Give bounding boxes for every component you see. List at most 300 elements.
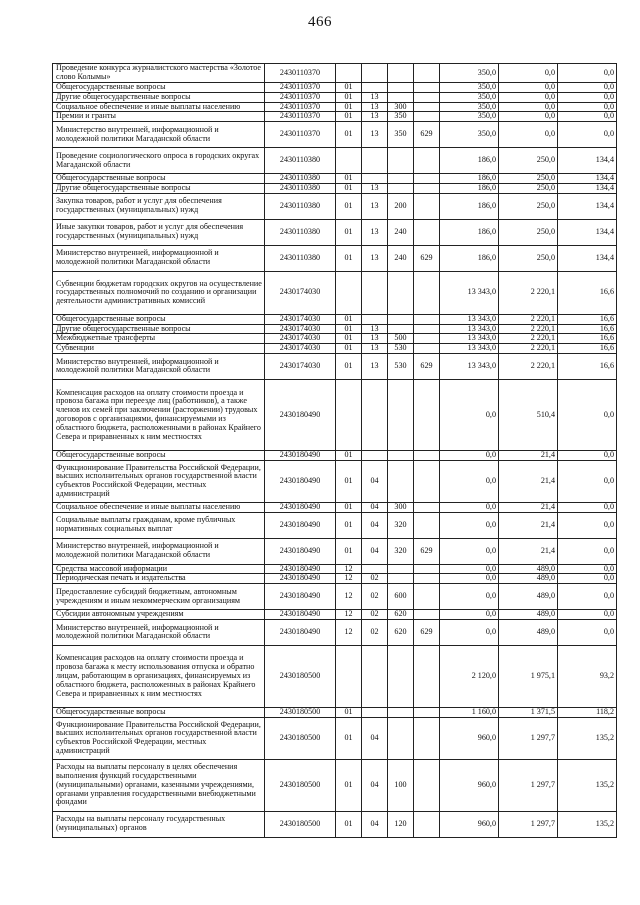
row-expense-type xyxy=(388,564,414,574)
row-target-code: 2430180490 xyxy=(265,512,336,538)
row-administrator-code xyxy=(414,344,440,354)
row-section: 12 xyxy=(336,574,362,584)
row-target-code: 2430180500 xyxy=(265,811,336,837)
row-administrator-code xyxy=(414,379,440,450)
table-row xyxy=(53,707,617,717)
row-name: Средства массовой информации xyxy=(53,564,265,574)
table-row xyxy=(53,193,617,219)
row-percent: 0,0 xyxy=(558,122,617,148)
row-subsection: 04 xyxy=(362,811,388,837)
row-administrator-code xyxy=(414,717,440,759)
row-target-code: 2430110370 xyxy=(265,92,336,102)
table-row xyxy=(53,584,617,610)
budget-table-container xyxy=(52,63,616,838)
row-amount-plan: 186,0 xyxy=(440,174,499,184)
row-amount-actual: 489,0 xyxy=(499,574,558,584)
row-administrator-code xyxy=(414,574,440,584)
table-row xyxy=(53,619,617,645)
row-name: Общегосударственные вопросы xyxy=(53,314,265,324)
row-section: 12 xyxy=(336,564,362,574)
row-administrator-code: 629 xyxy=(414,619,440,645)
row-target-code: 2430110380 xyxy=(265,174,336,184)
row-expense-type: 300 xyxy=(388,102,414,112)
row-administrator-code xyxy=(414,314,440,324)
row-subsection xyxy=(362,148,388,174)
row-name: Другие общегосударственные вопросы xyxy=(53,324,265,334)
row-expense-type: 530 xyxy=(388,353,414,379)
row-amount-plan: 350,0 xyxy=(440,102,499,112)
row-section: 01 xyxy=(336,92,362,102)
row-section: 01 xyxy=(336,112,362,122)
row-expense-type xyxy=(388,707,414,717)
row-target-code: 2430180490 xyxy=(265,584,336,610)
row-target-code: 2430180490 xyxy=(265,379,336,450)
row-amount-plan: 0,0 xyxy=(440,619,499,645)
row-target-code: 2430110370 xyxy=(265,112,336,122)
row-amount-actual: 1 297,7 xyxy=(499,811,558,837)
row-expense-type xyxy=(388,271,414,314)
table-row xyxy=(53,379,617,450)
row-amount-plan: 2 120,0 xyxy=(440,645,499,707)
row-amount-plan: 13 343,0 xyxy=(440,314,499,324)
row-subsection: 13 xyxy=(362,344,388,354)
row-expense-type: 120 xyxy=(388,811,414,837)
row-amount-actual: 21,4 xyxy=(499,512,558,538)
row-name: Периодическая печать и издательства xyxy=(53,574,265,584)
row-amount-plan: 960,0 xyxy=(440,759,499,811)
row-name: Другие общегосударственные вопросы xyxy=(53,92,265,102)
row-section: 01 xyxy=(336,314,362,324)
row-subsection: 13 xyxy=(362,112,388,122)
row-administrator-code: 629 xyxy=(414,353,440,379)
row-amount-plan: 186,0 xyxy=(440,245,499,271)
row-amount-plan: 350,0 xyxy=(440,92,499,102)
row-administrator-code xyxy=(414,64,440,83)
row-name: Иные закупки товаров, работ и услуг для обеспечения государственных (муниципальных) нужд xyxy=(53,219,265,245)
row-expense-type xyxy=(388,460,414,502)
row-section: 12 xyxy=(336,584,362,610)
table-row xyxy=(53,759,617,811)
row-administrator-code: 629 xyxy=(414,245,440,271)
table-row xyxy=(53,460,617,502)
row-target-code: 2430180500 xyxy=(265,717,336,759)
row-name: Социальное обеспечение и иные выплаты населению xyxy=(53,102,265,112)
table-row xyxy=(53,112,617,122)
row-administrator-code: 629 xyxy=(414,538,440,564)
row-target-code: 2430174030 xyxy=(265,324,336,334)
row-subsection: 13 xyxy=(362,183,388,193)
row-section xyxy=(336,645,362,707)
row-expense-type xyxy=(388,174,414,184)
table-row xyxy=(53,122,617,148)
row-administrator-code xyxy=(414,707,440,717)
row-percent: 0,0 xyxy=(558,92,617,102)
row-subsection: 04 xyxy=(362,717,388,759)
row-percent: 135,2 xyxy=(558,759,617,811)
row-name: Проведение социологического опроса в городских округах Магаданской области xyxy=(53,148,265,174)
row-section: 01 xyxy=(336,538,362,564)
row-administrator-code xyxy=(414,759,440,811)
row-section xyxy=(336,64,362,83)
row-target-code: 2430180500 xyxy=(265,759,336,811)
row-subsection: 13 xyxy=(362,219,388,245)
row-section: 01 xyxy=(336,102,362,112)
row-percent: 0,0 xyxy=(558,450,617,460)
table-row xyxy=(53,245,617,271)
row-target-code: 2430180490 xyxy=(265,460,336,502)
row-percent: 0,0 xyxy=(558,538,617,564)
row-amount-plan: 13 343,0 xyxy=(440,344,499,354)
row-subsection xyxy=(362,450,388,460)
row-section xyxy=(336,271,362,314)
table-row xyxy=(53,64,617,83)
row-target-code: 2430180490 xyxy=(265,610,336,620)
row-name: Общегосударственные вопросы xyxy=(53,450,265,460)
row-amount-actual: 250,0 xyxy=(499,183,558,193)
row-subsection: 13 xyxy=(362,245,388,271)
row-percent: 135,2 xyxy=(558,811,617,837)
row-amount-plan: 186,0 xyxy=(440,148,499,174)
row-expense-type: 600 xyxy=(388,584,414,610)
row-amount-plan: 0,0 xyxy=(440,512,499,538)
row-percent: 134,4 xyxy=(558,148,617,174)
row-amount-actual: 1 297,7 xyxy=(499,759,558,811)
row-amount-actual: 1 975,1 xyxy=(499,645,558,707)
table-row xyxy=(53,564,617,574)
row-percent: 0,0 xyxy=(558,64,617,83)
row-administrator-code xyxy=(414,271,440,314)
row-expense-type: 300 xyxy=(388,502,414,512)
row-target-code: 2430110370 xyxy=(265,83,336,93)
table-row xyxy=(53,271,617,314)
row-name: Межбюджетные трансферты xyxy=(53,334,265,344)
row-amount-plan: 1 160,0 xyxy=(440,707,499,717)
table-row xyxy=(53,83,617,93)
row-expense-type xyxy=(388,64,414,83)
row-amount-plan: 186,0 xyxy=(440,219,499,245)
row-percent: 0,0 xyxy=(558,619,617,645)
row-amount-plan: 13 343,0 xyxy=(440,324,499,334)
row-amount-actual: 0,0 xyxy=(499,92,558,102)
row-name: Министерство внутренней, информационной и молодежной политики Магаданской области xyxy=(53,619,265,645)
row-name: Министерство внутренней, информационной и молодежной политики Магаданской области xyxy=(53,353,265,379)
row-name: Закупка товаров, работ и услуг для обеспечения государственных (муниципальных) нужд xyxy=(53,193,265,219)
row-amount-plan: 350,0 xyxy=(440,112,499,122)
row-section: 12 xyxy=(336,619,362,645)
table-row xyxy=(53,538,617,564)
row-amount-actual: 21,4 xyxy=(499,450,558,460)
row-amount-actual: 2 220,1 xyxy=(499,334,558,344)
row-name: Функционирование Правительства Российской Федерации, высших исполнительных органов государственной власти субъектов Российской Федерации, местных администраций xyxy=(53,717,265,759)
row-section: 01 xyxy=(336,707,362,717)
table-row xyxy=(53,174,617,184)
row-expense-type xyxy=(388,83,414,93)
row-section: 01 xyxy=(336,334,362,344)
row-amount-actual: 0,0 xyxy=(499,112,558,122)
row-amount-plan: 350,0 xyxy=(440,122,499,148)
table-body xyxy=(53,64,617,838)
row-percent: 16,6 xyxy=(558,334,617,344)
row-target-code: 2430110380 xyxy=(265,219,336,245)
row-administrator-code xyxy=(414,460,440,502)
row-target-code: 2430110380 xyxy=(265,193,336,219)
row-name: Общегосударственные вопросы xyxy=(53,83,265,93)
row-amount-actual: 21,4 xyxy=(499,538,558,564)
row-subsection xyxy=(362,379,388,450)
row-target-code: 2430174030 xyxy=(265,334,336,344)
row-section: 01 xyxy=(336,502,362,512)
row-name: Министерство внутренней, информационной и молодежной политики Магаданской области xyxy=(53,245,265,271)
row-name: Компенсация расходов на оплату стоимости проезда и провоза багажа при переезде лиц (работников), а также членов их семей при заключении (расторжении) трудовых договоров с организациями, финансируемыми из областного бюджета, расположенными в районах Крайнего Севера и приравненных к ним местностях xyxy=(53,379,265,450)
page-number: 466 xyxy=(308,14,332,30)
table-row xyxy=(53,148,617,174)
row-amount-actual: 1 371,5 xyxy=(499,707,558,717)
row-name: Социальные выплаты гражданам, кроме публичных нормативных социальных выплат xyxy=(53,512,265,538)
row-percent: 16,6 xyxy=(558,344,617,354)
row-target-code: 2430174030 xyxy=(265,271,336,314)
row-target-code: 2430180490 xyxy=(265,574,336,584)
row-target-code: 2430174030 xyxy=(265,344,336,354)
row-percent: 118,2 xyxy=(558,707,617,717)
table-row xyxy=(53,102,617,112)
row-amount-actual: 489,0 xyxy=(499,610,558,620)
row-amount-plan: 13 343,0 xyxy=(440,353,499,379)
row-subsection: 04 xyxy=(362,538,388,564)
row-percent: 93,2 xyxy=(558,645,617,707)
row-section xyxy=(336,379,362,450)
row-percent: 0,0 xyxy=(558,564,617,574)
row-target-code: 2430180500 xyxy=(265,707,336,717)
row-target-code: 2430180500 xyxy=(265,645,336,707)
row-amount-plan: 0,0 xyxy=(440,564,499,574)
row-percent: 16,6 xyxy=(558,353,617,379)
row-expense-type xyxy=(388,324,414,334)
row-name: Министерство внутренней, информационной и молодежной политики Магаданской области xyxy=(53,538,265,564)
table-row xyxy=(53,610,617,620)
row-amount-actual: 510,4 xyxy=(499,379,558,450)
row-section: 01 xyxy=(336,83,362,93)
table-row xyxy=(53,450,617,460)
row-section: 01 xyxy=(336,122,362,148)
table-row xyxy=(53,324,617,334)
row-subsection: 02 xyxy=(362,610,388,620)
row-section: 01 xyxy=(336,174,362,184)
table-row xyxy=(53,334,617,344)
row-administrator-code xyxy=(414,610,440,620)
row-percent: 0,0 xyxy=(558,610,617,620)
table-row xyxy=(53,344,617,354)
row-section xyxy=(336,148,362,174)
row-percent: 134,4 xyxy=(558,193,617,219)
row-amount-actual: 0,0 xyxy=(499,83,558,93)
row-section: 01 xyxy=(336,460,362,502)
row-subsection: 04 xyxy=(362,502,388,512)
row-name: Расходы на выплаты персоналу в целях обеспечения выполнения функций государственными (муниципальными) органами, казенными учреждениями, органами управления государственными внебюджетными фондами xyxy=(53,759,265,811)
row-amount-plan: 960,0 xyxy=(440,717,499,759)
row-amount-plan: 350,0 xyxy=(440,64,499,83)
row-expense-type xyxy=(388,717,414,759)
row-percent: 16,6 xyxy=(558,314,617,324)
row-expense-type: 100 xyxy=(388,759,414,811)
row-section: 01 xyxy=(336,219,362,245)
row-name: Функционирование Правительства Российской Федерации, высших исполнительных органов государственной власти субъектов Российской Федерации, местных администраций xyxy=(53,460,265,502)
row-target-code: 2430110370 xyxy=(265,64,336,83)
row-name: Премии и гранты xyxy=(53,112,265,122)
row-name: Субсидии автономным учреждениям xyxy=(53,610,265,620)
row-target-code: 2430110380 xyxy=(265,148,336,174)
row-section: 01 xyxy=(336,717,362,759)
row-subsection xyxy=(362,314,388,324)
row-administrator-code xyxy=(414,645,440,707)
row-name: Субвенции бюджетам городских округов на осуществление государственных полномочий по созданию и организации деятельности административных комиссий xyxy=(53,271,265,314)
row-percent: 134,4 xyxy=(558,183,617,193)
row-amount-plan: 13 343,0 xyxy=(440,334,499,344)
row-administrator-code xyxy=(414,564,440,574)
row-subsection: 13 xyxy=(362,324,388,334)
row-expense-type: 530 xyxy=(388,344,414,354)
row-amount-actual: 0,0 xyxy=(499,102,558,112)
row-amount-actual: 21,4 xyxy=(499,502,558,512)
row-expense-type xyxy=(388,183,414,193)
row-percent: 0,0 xyxy=(558,574,617,584)
row-section: 01 xyxy=(336,183,362,193)
row-expense-type xyxy=(388,379,414,450)
table-row xyxy=(53,314,617,324)
row-administrator-code xyxy=(414,183,440,193)
row-administrator-code xyxy=(414,334,440,344)
row-subsection xyxy=(362,564,388,574)
row-subsection xyxy=(362,707,388,717)
row-amount-actual: 1 297,7 xyxy=(499,717,558,759)
row-expense-type xyxy=(388,92,414,102)
row-amount-plan: 13 343,0 xyxy=(440,271,499,314)
row-expense-type: 320 xyxy=(388,538,414,564)
row-percent: 0,0 xyxy=(558,83,617,93)
row-subsection: 02 xyxy=(362,619,388,645)
table-row xyxy=(53,353,617,379)
row-amount-plan: 0,0 xyxy=(440,538,499,564)
row-amount-plan: 0,0 xyxy=(440,584,499,610)
row-expense-type xyxy=(388,574,414,584)
row-administrator-code xyxy=(414,112,440,122)
row-expense-type: 240 xyxy=(388,219,414,245)
row-section: 01 xyxy=(336,344,362,354)
row-administrator-code: 629 xyxy=(414,122,440,148)
row-amount-actual: 250,0 xyxy=(499,174,558,184)
row-percent: 0,0 xyxy=(558,584,617,610)
row-name: Проведение конкурса журналистского мастерства «Золотое слово Колымы» xyxy=(53,64,265,83)
row-target-code: 2430180490 xyxy=(265,502,336,512)
row-expense-type: 620 xyxy=(388,619,414,645)
row-name: Компенсация расходов на оплату стоимости проезда и провоза багажа к месту использования отпуска и обратно лицам, работающим в организациях, финансируемых из областного бюджета, расположенных в районах Крайнего Севера и приравненных к ним местностях xyxy=(53,645,265,707)
table-row xyxy=(53,717,617,759)
row-subsection xyxy=(362,271,388,314)
row-amount-actual: 250,0 xyxy=(499,245,558,271)
row-name: Субвенции xyxy=(53,344,265,354)
row-section: 01 xyxy=(336,450,362,460)
table-row xyxy=(53,219,617,245)
row-amount-actual: 0,0 xyxy=(499,122,558,148)
row-percent: 16,6 xyxy=(558,324,617,334)
row-subsection: 13 xyxy=(362,334,388,344)
budget-table xyxy=(52,63,617,838)
row-percent: 16,6 xyxy=(558,271,617,314)
row-percent: 134,4 xyxy=(558,174,617,184)
row-percent: 0,0 xyxy=(558,460,617,502)
row-administrator-code xyxy=(414,148,440,174)
row-amount-plan: 0,0 xyxy=(440,460,499,502)
row-subsection xyxy=(362,83,388,93)
row-expense-type: 500 xyxy=(388,334,414,344)
row-amount-plan: 350,0 xyxy=(440,83,499,93)
row-administrator-code xyxy=(414,102,440,112)
row-expense-type: 350 xyxy=(388,122,414,148)
table-row xyxy=(53,512,617,538)
row-section: 12 xyxy=(336,610,362,620)
row-subsection: 04 xyxy=(362,759,388,811)
table-row xyxy=(53,574,617,584)
row-amount-actual: 2 220,1 xyxy=(499,324,558,334)
row-expense-type xyxy=(388,314,414,324)
row-amount-plan: 0,0 xyxy=(440,379,499,450)
row-section: 01 xyxy=(336,811,362,837)
row-section: 01 xyxy=(336,245,362,271)
row-subsection xyxy=(362,645,388,707)
row-subsection: 04 xyxy=(362,512,388,538)
row-section: 01 xyxy=(336,512,362,538)
row-section: 01 xyxy=(336,324,362,334)
row-target-code: 2430110380 xyxy=(265,183,336,193)
table-row xyxy=(53,92,617,102)
row-administrator-code xyxy=(414,174,440,184)
row-subsection xyxy=(362,64,388,83)
row-name: Министерство внутренней, информационной и молодежной политики Магаданской области xyxy=(53,122,265,148)
row-subsection: 13 xyxy=(362,122,388,148)
row-target-code: 2430180490 xyxy=(265,450,336,460)
row-percent: 134,4 xyxy=(558,245,617,271)
row-amount-plan: 960,0 xyxy=(440,811,499,837)
row-amount-actual: 250,0 xyxy=(499,148,558,174)
row-amount-actual: 21,4 xyxy=(499,460,558,502)
row-percent: 0,0 xyxy=(558,502,617,512)
row-amount-actual: 250,0 xyxy=(499,219,558,245)
row-percent: 0,0 xyxy=(558,112,617,122)
row-percent: 0,0 xyxy=(558,379,617,450)
row-target-code: 2430180490 xyxy=(265,564,336,574)
row-administrator-code xyxy=(414,811,440,837)
row-administrator-code xyxy=(414,584,440,610)
row-amount-actual: 2 220,1 xyxy=(499,344,558,354)
row-amount-plan: 186,0 xyxy=(440,183,499,193)
row-amount-plan: 0,0 xyxy=(440,502,499,512)
table-row xyxy=(53,183,617,193)
row-expense-type: 350 xyxy=(388,112,414,122)
row-amount-actual: 489,0 xyxy=(499,584,558,610)
row-target-code: 2430174030 xyxy=(265,314,336,324)
row-name: Предоставление субсидий бюджетным, автономным учреждениям и иным некоммерческим организациям xyxy=(53,584,265,610)
row-administrator-code xyxy=(414,92,440,102)
row-amount-plan: 186,0 xyxy=(440,193,499,219)
row-amount-actual: 489,0 xyxy=(499,564,558,574)
row-section: 01 xyxy=(336,193,362,219)
row-subsection: 02 xyxy=(362,574,388,584)
table-row xyxy=(53,502,617,512)
row-amount-plan: 0,0 xyxy=(440,450,499,460)
row-amount-plan: 0,0 xyxy=(440,574,499,584)
row-amount-actual: 0,0 xyxy=(499,64,558,83)
row-percent: 0,0 xyxy=(558,512,617,538)
row-expense-type xyxy=(388,148,414,174)
